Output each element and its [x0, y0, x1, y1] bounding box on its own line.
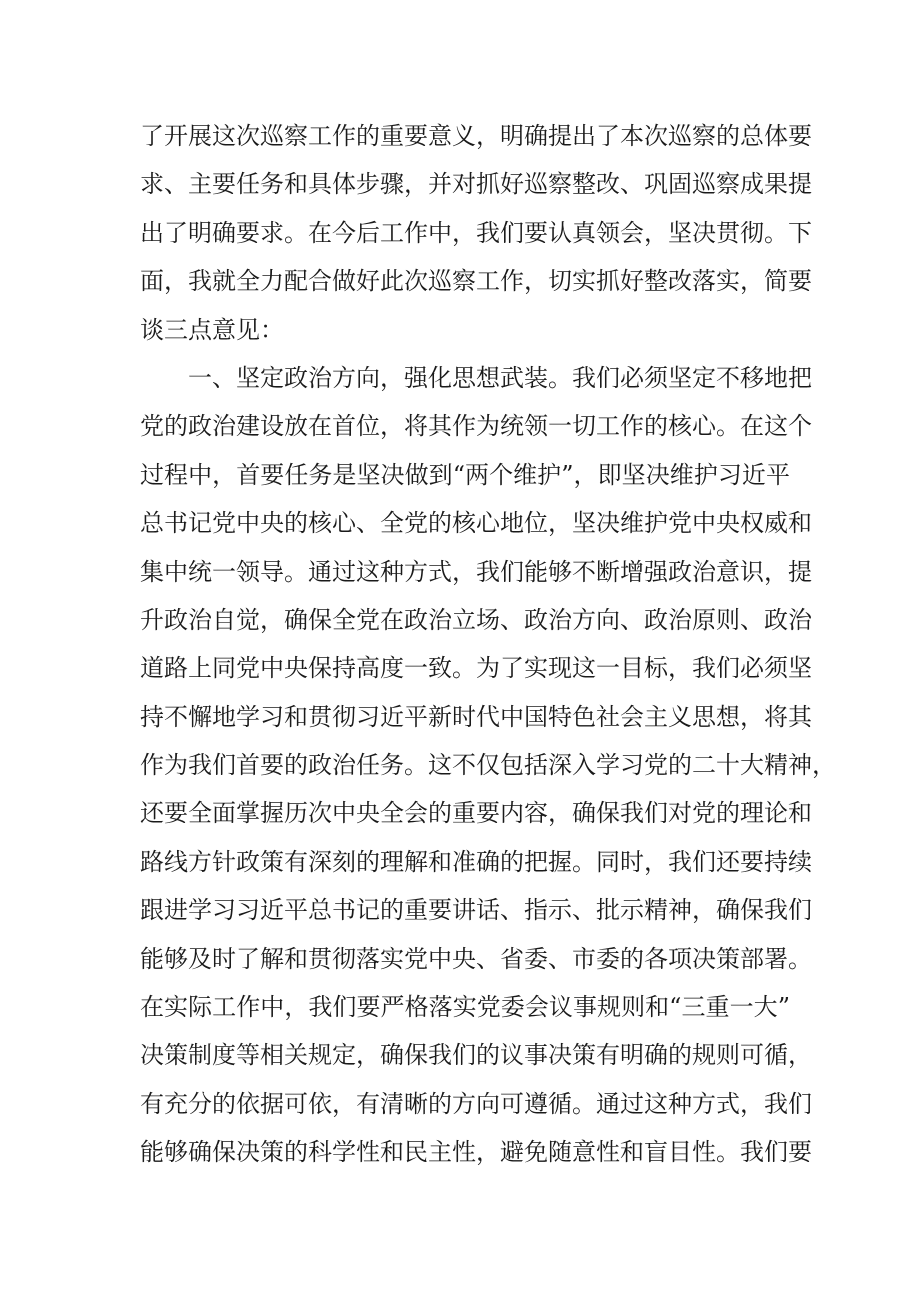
text-line: 持不懈地学习和贯彻习近平新时代中国特色社会主义思想，将其 [140, 702, 812, 731]
text-line: 求、主要任务和具体步骤，并对抓好巡察整改、巩固巡察成果提 [140, 170, 812, 199]
text-line: 还要全面掌握历次中央全会的重要内容，确保我们对党的理论和 [140, 799, 812, 828]
text-line: 作为我们首要的政治任务。这不仅包括深入学习党的二十大精神， [140, 751, 836, 780]
document-body [140, 112, 836, 1177]
section-heading-line: 一、坚定政治方向，强化思想武装。我们必须坚定不移地把 [188, 363, 812, 392]
text-line: 升政治自觉，确保全党在政治立场、政治方向、政治原则、政治 [140, 605, 812, 634]
text-line: 出了明确要求。在今后工作中，我们要认真领会，坚决贯彻。下 [140, 218, 812, 247]
text-line: 了开展这次巡察工作的重要意义，明确提出了本次巡察的总体要 [140, 122, 812, 150]
text-line: 谈三点意见： [140, 315, 284, 344]
text-line: 总书记党中央的核心、全党的核心地位，坚决维护党中央权威和 [140, 509, 812, 538]
text-line: 能够确保决策的科学性和民主性，避免随意性和盲目性。我们要 [140, 1138, 812, 1167]
text-line: 集中统一领导。通过这种方式，我们能够不断增强政治意识，提 [140, 557, 812, 586]
text-line: 有充分的依据可依，有清晰的方向可遵循。通过这种方式，我们 [140, 1089, 812, 1118]
text-line: 道路上同党中央保持高度一致。为了实现这一目标，我们必须坚 [140, 654, 812, 683]
text-line: 路线方针政策有深刻的理解和准确的把握。同时，我们还要持续 [140, 847, 812, 876]
text-line: 在实际工作中，我们要严格落实党委会议事规则和“三重一大” [140, 993, 790, 1022]
text-line: 过程中，首要任务是坚决做到“两个维护”，即坚决维护习近平 [140, 460, 790, 489]
text-line: 跟进学习习近平总书记的重要讲话、指示、批示精神，确保我们 [140, 896, 812, 925]
text-line: 党的政治建设放在首位，将其作为统领一切工作的核心。在这个 [140, 412, 812, 441]
text-line: 决策制度等相关规定，确保我们的议事决策有明确的规则可循， [140, 1041, 812, 1070]
text-line: 面，我就全力配合做好此次巡察工作，切实抓好整改落实，简要 [140, 267, 812, 296]
text-line: 能够及时了解和贯彻落实党中央、省委、市委的各项决策部署。 [140, 944, 812, 973]
